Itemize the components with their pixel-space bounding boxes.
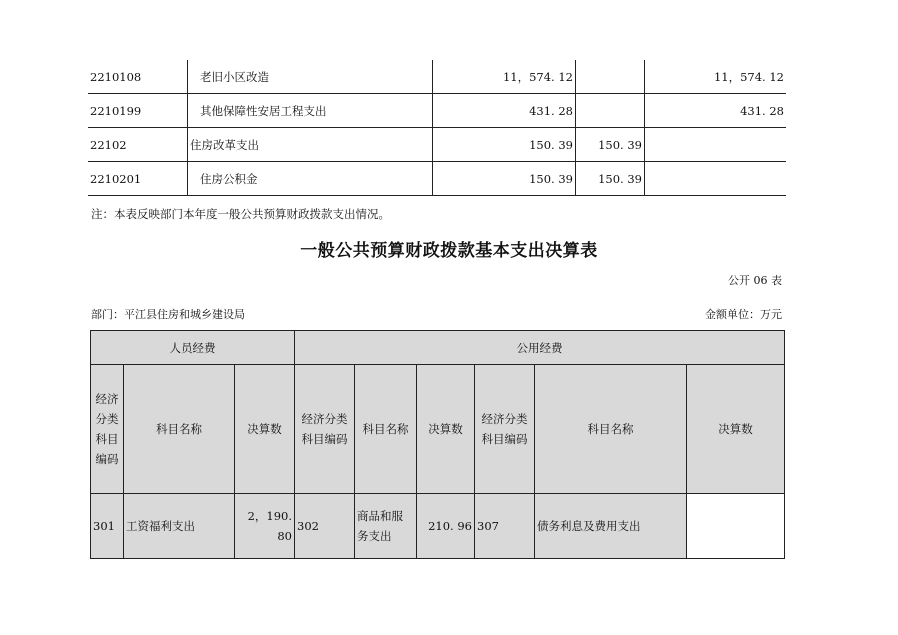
header-name-b: 科目名称 (355, 365, 417, 494)
cell-basic: 150. 39 (576, 128, 645, 162)
cell-code: 2210199 (88, 94, 188, 128)
cell-total: 150. 39 (433, 162, 576, 196)
table-row (88, 60, 786, 94)
cell-code-b: 302 (295, 494, 355, 559)
cell-basic (576, 94, 645, 128)
cell-name-text: 其他保障性安居工程支出 (200, 103, 327, 118)
header-name-a: 科目名称 (124, 365, 235, 494)
table-row (91, 494, 785, 559)
cell-amount-a: 2，190. 80 (235, 494, 295, 559)
cell-total: 150. 39 (433, 128, 576, 162)
form-number: 公开 06 表 (728, 274, 782, 287)
cell-total: 431. 28 (433, 94, 576, 128)
cell-code-c: 307 (475, 494, 535, 559)
amount-unit-label: 金额单位：万元 (705, 308, 782, 321)
department-label: 部门：平江县住房和城乡建设局 (91, 308, 245, 321)
cell-name (188, 128, 433, 162)
page-title: 一般公共预算财政拨款基本支出决算表 (300, 241, 598, 261)
cell-name-a: 工资福利支出 (124, 494, 235, 559)
table-row (88, 162, 786, 196)
cell-name-c: 债务利息及费用支出 (535, 494, 687, 559)
group-personnel-header: 人员经费 (91, 331, 295, 365)
header-amount-b: 决算数 (417, 365, 475, 494)
basic-expenditure-table (90, 330, 785, 559)
cell-project: 11，574. 12 (645, 60, 787, 94)
cell-code-a: 301 (91, 494, 124, 559)
header-amount-c: 决算数 (687, 365, 785, 494)
cell-name-text: 住房公积金 (200, 171, 258, 186)
cell-code: 2210108 (88, 60, 188, 94)
header-econ-code-c: 经济分类科目编码 (475, 365, 535, 494)
cell-name (188, 94, 433, 128)
cell-basic (576, 60, 645, 94)
table-row (88, 94, 786, 128)
cell-name-text: 老旧小区改造 (200, 69, 269, 84)
top-expenditure-table (88, 60, 786, 196)
cell-project (645, 162, 787, 196)
cell-name (188, 60, 433, 94)
cell-amount-c (687, 494, 785, 559)
cell-name-b: 商品和服务支出 (355, 494, 417, 559)
group-public-header: 公用经费 (295, 331, 785, 365)
header-amount-a: 决算数 (235, 365, 295, 494)
cell-total: 11，574. 12 (433, 60, 576, 94)
cell-amount-b: 210. 96 (417, 494, 475, 559)
cell-project (645, 128, 787, 162)
cell-name (188, 162, 433, 196)
table-row (88, 128, 786, 162)
cell-code: 22102 (88, 128, 188, 162)
cell-project: 431. 28 (645, 94, 787, 128)
cell-name-text: 住房改革支出 (190, 137, 259, 152)
header-econ-code-b: 经济分类科目编码 (295, 365, 355, 494)
column-header-row (91, 365, 785, 494)
table-note: 注：本表反映部门本年度一般公共预算财政拨款支出情况。 (91, 207, 390, 221)
cell-basic: 150. 39 (576, 162, 645, 196)
group-header-row (91, 331, 785, 365)
cell-code: 2210201 (88, 162, 188, 196)
header-econ-code-a: 经济分类科目编码 (91, 365, 124, 494)
header-name-c: 科目名称 (535, 365, 687, 494)
